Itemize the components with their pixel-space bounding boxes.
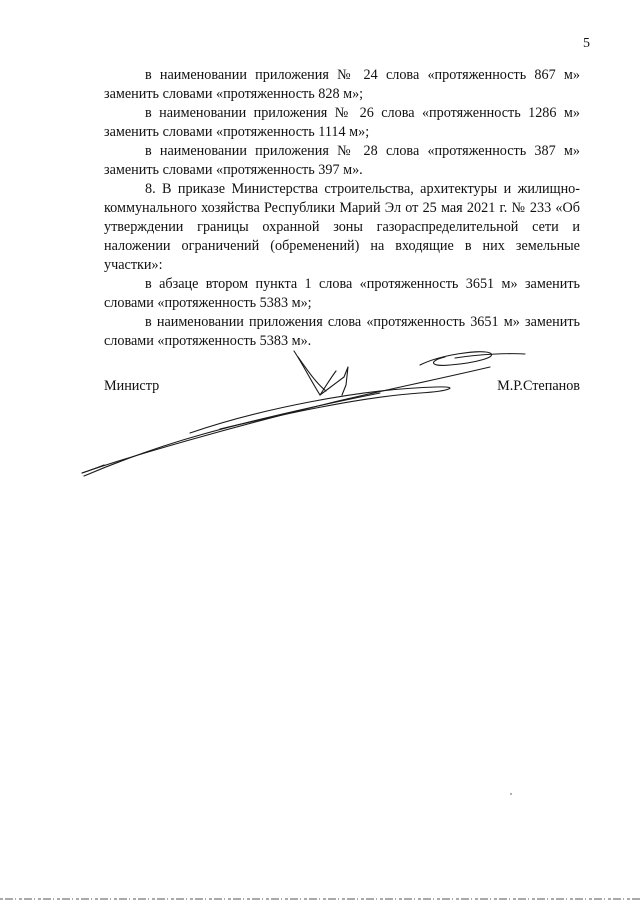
signatory-name: М.Р.Степанов <box>497 378 580 394</box>
paragraph-item-8: 8. В приказе Министерства строительства, архитектуры и жилищно-коммунального хозяйства Республики Марий Эл от 25 мая 2021 г. № 233 «Об утверждении границы охранной зоны газораспределительной сети и наложении ограничений (обременений) на входящие в них земельные участки»: <box>104 181 580 273</box>
paragraph-clause-1: в абзаце втором пункта 1 слова «протяженность 3651 м» заменить словами «протяженность 5383 м»; <box>104 276 580 311</box>
paragraph-appendix-name: в наименовании приложения слова «протяженность 3651 м» заменить словами «протяженность 5383 м». <box>104 314 580 349</box>
page-number: 5 <box>583 36 590 51</box>
scan-speck <box>510 793 512 795</box>
document-body <box>104 66 580 351</box>
signatory-role: Министр <box>104 378 160 394</box>
paragraph-appendix-28: в наименовании приложения № 28 слова «протяженность 387 м» заменить словами «протяженность 397 м». <box>104 143 580 178</box>
paragraph-appendix-24: в наименовании приложения № 24 слова «протяженность 867 м» заменить словами «протяженность 828 м»; <box>104 67 580 102</box>
footer-scan-line <box>0 896 640 902</box>
paragraph-appendix-26: в наименовании приложения № 26 слова «протяженность 1286 м» заменить словами «протяженность 1114 м»; <box>104 105 580 140</box>
handwritten-signature <box>80 345 530 480</box>
